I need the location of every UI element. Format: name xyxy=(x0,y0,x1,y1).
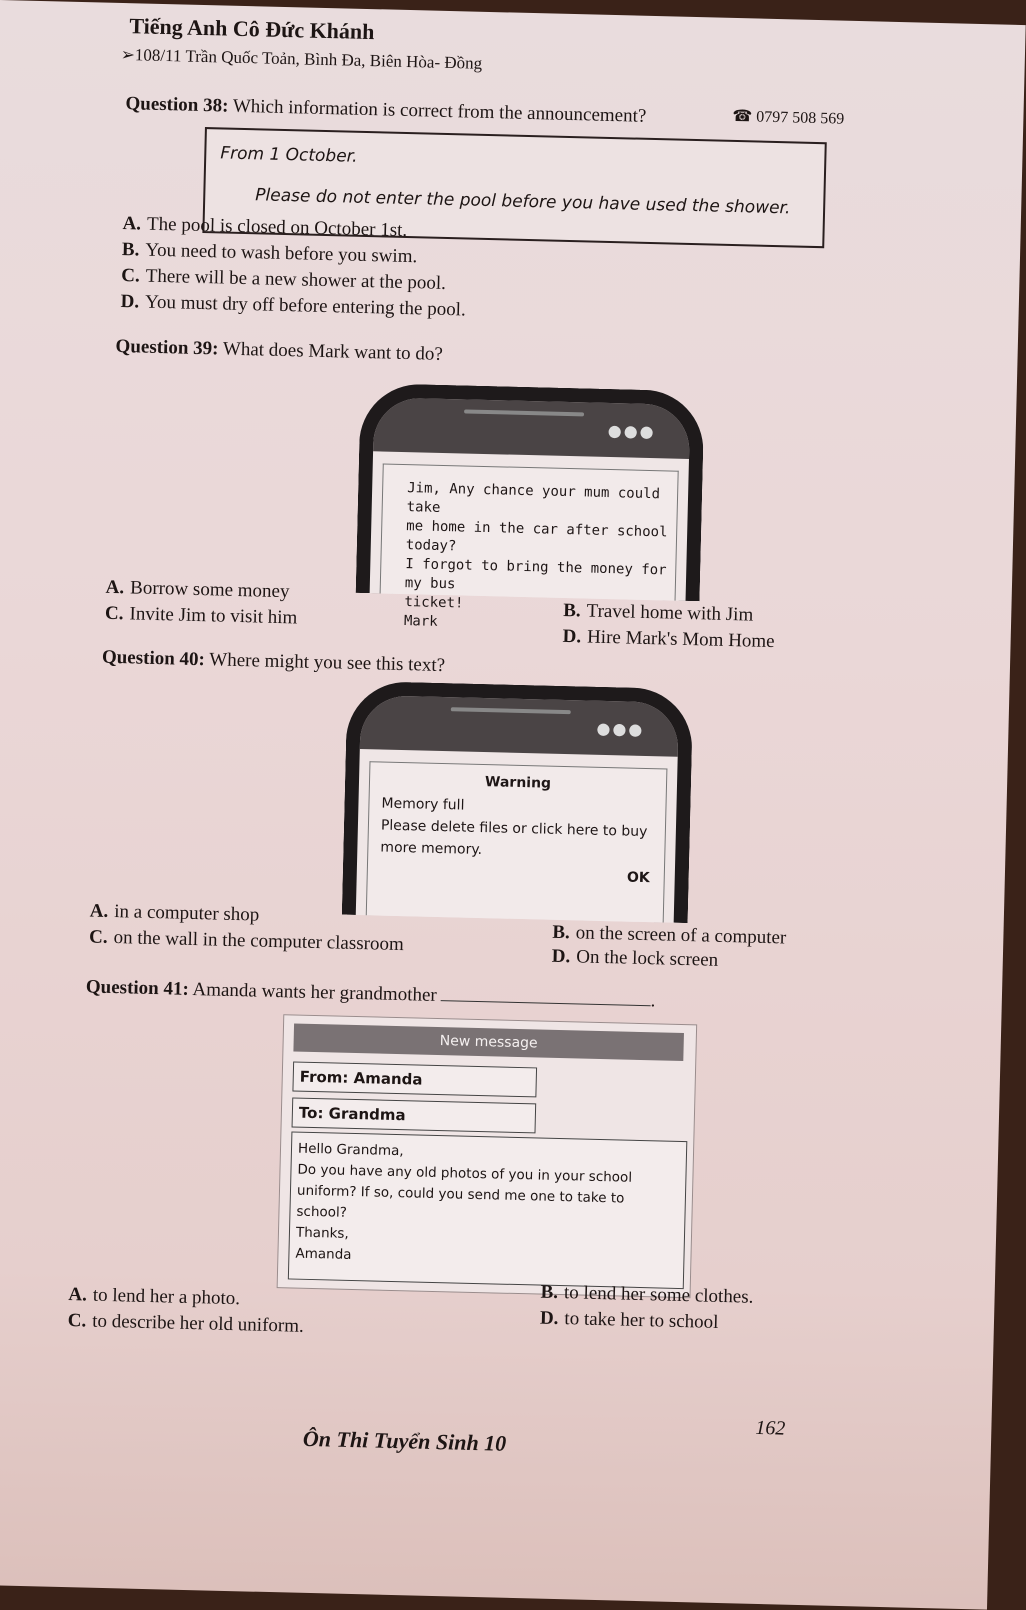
option-a[interactable]: A. to lend her a photo. xyxy=(68,1284,241,1310)
message-body xyxy=(288,1131,687,1289)
phone-warning-dialog xyxy=(342,681,694,923)
option-b[interactable]: B. Travel home with Jim xyxy=(562,599,754,626)
option-d[interactable]: D. On the lock screen xyxy=(551,945,719,971)
warning-line: Memory full xyxy=(381,795,465,814)
speaker-slot xyxy=(464,409,584,416)
body-line: Do you have any old photos of you in your school xyxy=(297,1161,633,1186)
question-text: Where might you see this text? xyxy=(209,649,446,677)
message-signature: Mark xyxy=(403,613,438,630)
question-label: Question 38: xyxy=(125,93,229,117)
option-a[interactable]: A. Borrow some money xyxy=(105,576,290,603)
body-line: Hello Grandma, xyxy=(297,1140,404,1160)
option-c[interactable]: C. Invite Jim to visit him xyxy=(104,602,298,629)
header-title: Tiếng Anh Cô Đức Khánh xyxy=(129,13,375,45)
header-address: ➢108/11 Trần Quốc Toản, Bình Đa, Biên Hòa- Đồng xyxy=(120,44,483,73)
question-40 xyxy=(102,647,446,677)
warning-line: more memory. xyxy=(380,839,483,859)
message-line: ticket! xyxy=(404,594,464,612)
body-line: uniform? If so, could you send me one to take to school? xyxy=(296,1182,625,1221)
phone-screen xyxy=(366,761,668,922)
option-d[interactable]: D. You must dry off before entering the pool. xyxy=(120,291,466,321)
message-line: Jim, Any chance your mum could take xyxy=(406,480,661,516)
new-message-box xyxy=(277,1014,698,1298)
announcement-line-1: From 1 October. xyxy=(220,143,358,167)
to-field: To: Grandma xyxy=(292,1097,537,1133)
option-c[interactable]: C. There will be a new shower at the pool. xyxy=(121,265,447,294)
answer-blank xyxy=(441,1000,651,1006)
option-c[interactable]: C. to describe her old uniform. xyxy=(67,1310,305,1337)
option-a[interactable]: A. in a computer shop xyxy=(89,900,260,926)
question-39 xyxy=(115,336,443,366)
question-38 xyxy=(125,93,646,128)
option-b[interactable]: B. to lend her some clothes. xyxy=(540,1281,754,1308)
body-line: Amanda xyxy=(295,1245,352,1263)
message-line: me home in the car after school today? xyxy=(405,518,668,555)
footer-title: Ôn Thi Tuyển Sinh 10 xyxy=(302,1425,507,1456)
message-header: New message xyxy=(293,1023,684,1061)
speaker-slot xyxy=(451,707,571,714)
message-line: I forgot to bring the money for my bus xyxy=(404,556,667,593)
announcement-line-2: Please do not enter the pool before you have used the shower. xyxy=(255,185,791,219)
warning-line: Please delete files or click here to buy xyxy=(380,817,648,841)
ok-button[interactable]: OK xyxy=(626,869,650,887)
phone-top-bar xyxy=(360,695,679,757)
camera-dots-icon: ●●● xyxy=(596,718,645,739)
camera-dots-icon: ●●● xyxy=(607,420,656,442)
option-b[interactable]: B. You need to wash before you swim. xyxy=(121,239,418,268)
question-41: Question 41: Amanda wants her grandmother . xyxy=(85,976,656,1012)
option-d[interactable]: D. to take her to school xyxy=(539,1307,719,1333)
option-b[interactable]: B. on the screen of a computer xyxy=(552,921,787,949)
page-number: 162 xyxy=(755,1416,786,1440)
question-text: Amanda wants her grandmother xyxy=(192,979,438,1006)
question-label: Question 40: xyxy=(101,646,206,671)
option-c[interactable]: C. on the wall in the computer classroom xyxy=(88,926,405,956)
from-field: From: Amanda xyxy=(292,1061,537,1097)
question-text: What does Mark want to do? xyxy=(222,338,444,365)
option-d[interactable]: D. Hire Mark's Mom Home xyxy=(562,625,775,653)
phone-top-bar xyxy=(373,397,690,459)
option-a[interactable]: A. The pool is closed on October 1st. xyxy=(122,213,408,242)
question-text: Which information is correct from the announcement? xyxy=(232,95,647,127)
question-label: Question 39: xyxy=(115,335,219,360)
warning-title: Warning xyxy=(484,774,552,792)
body-line: Thanks, xyxy=(295,1224,349,1242)
question-label: Question 41: xyxy=(85,976,190,1000)
header-phone: ☎ 0797 508 569 xyxy=(732,107,845,128)
